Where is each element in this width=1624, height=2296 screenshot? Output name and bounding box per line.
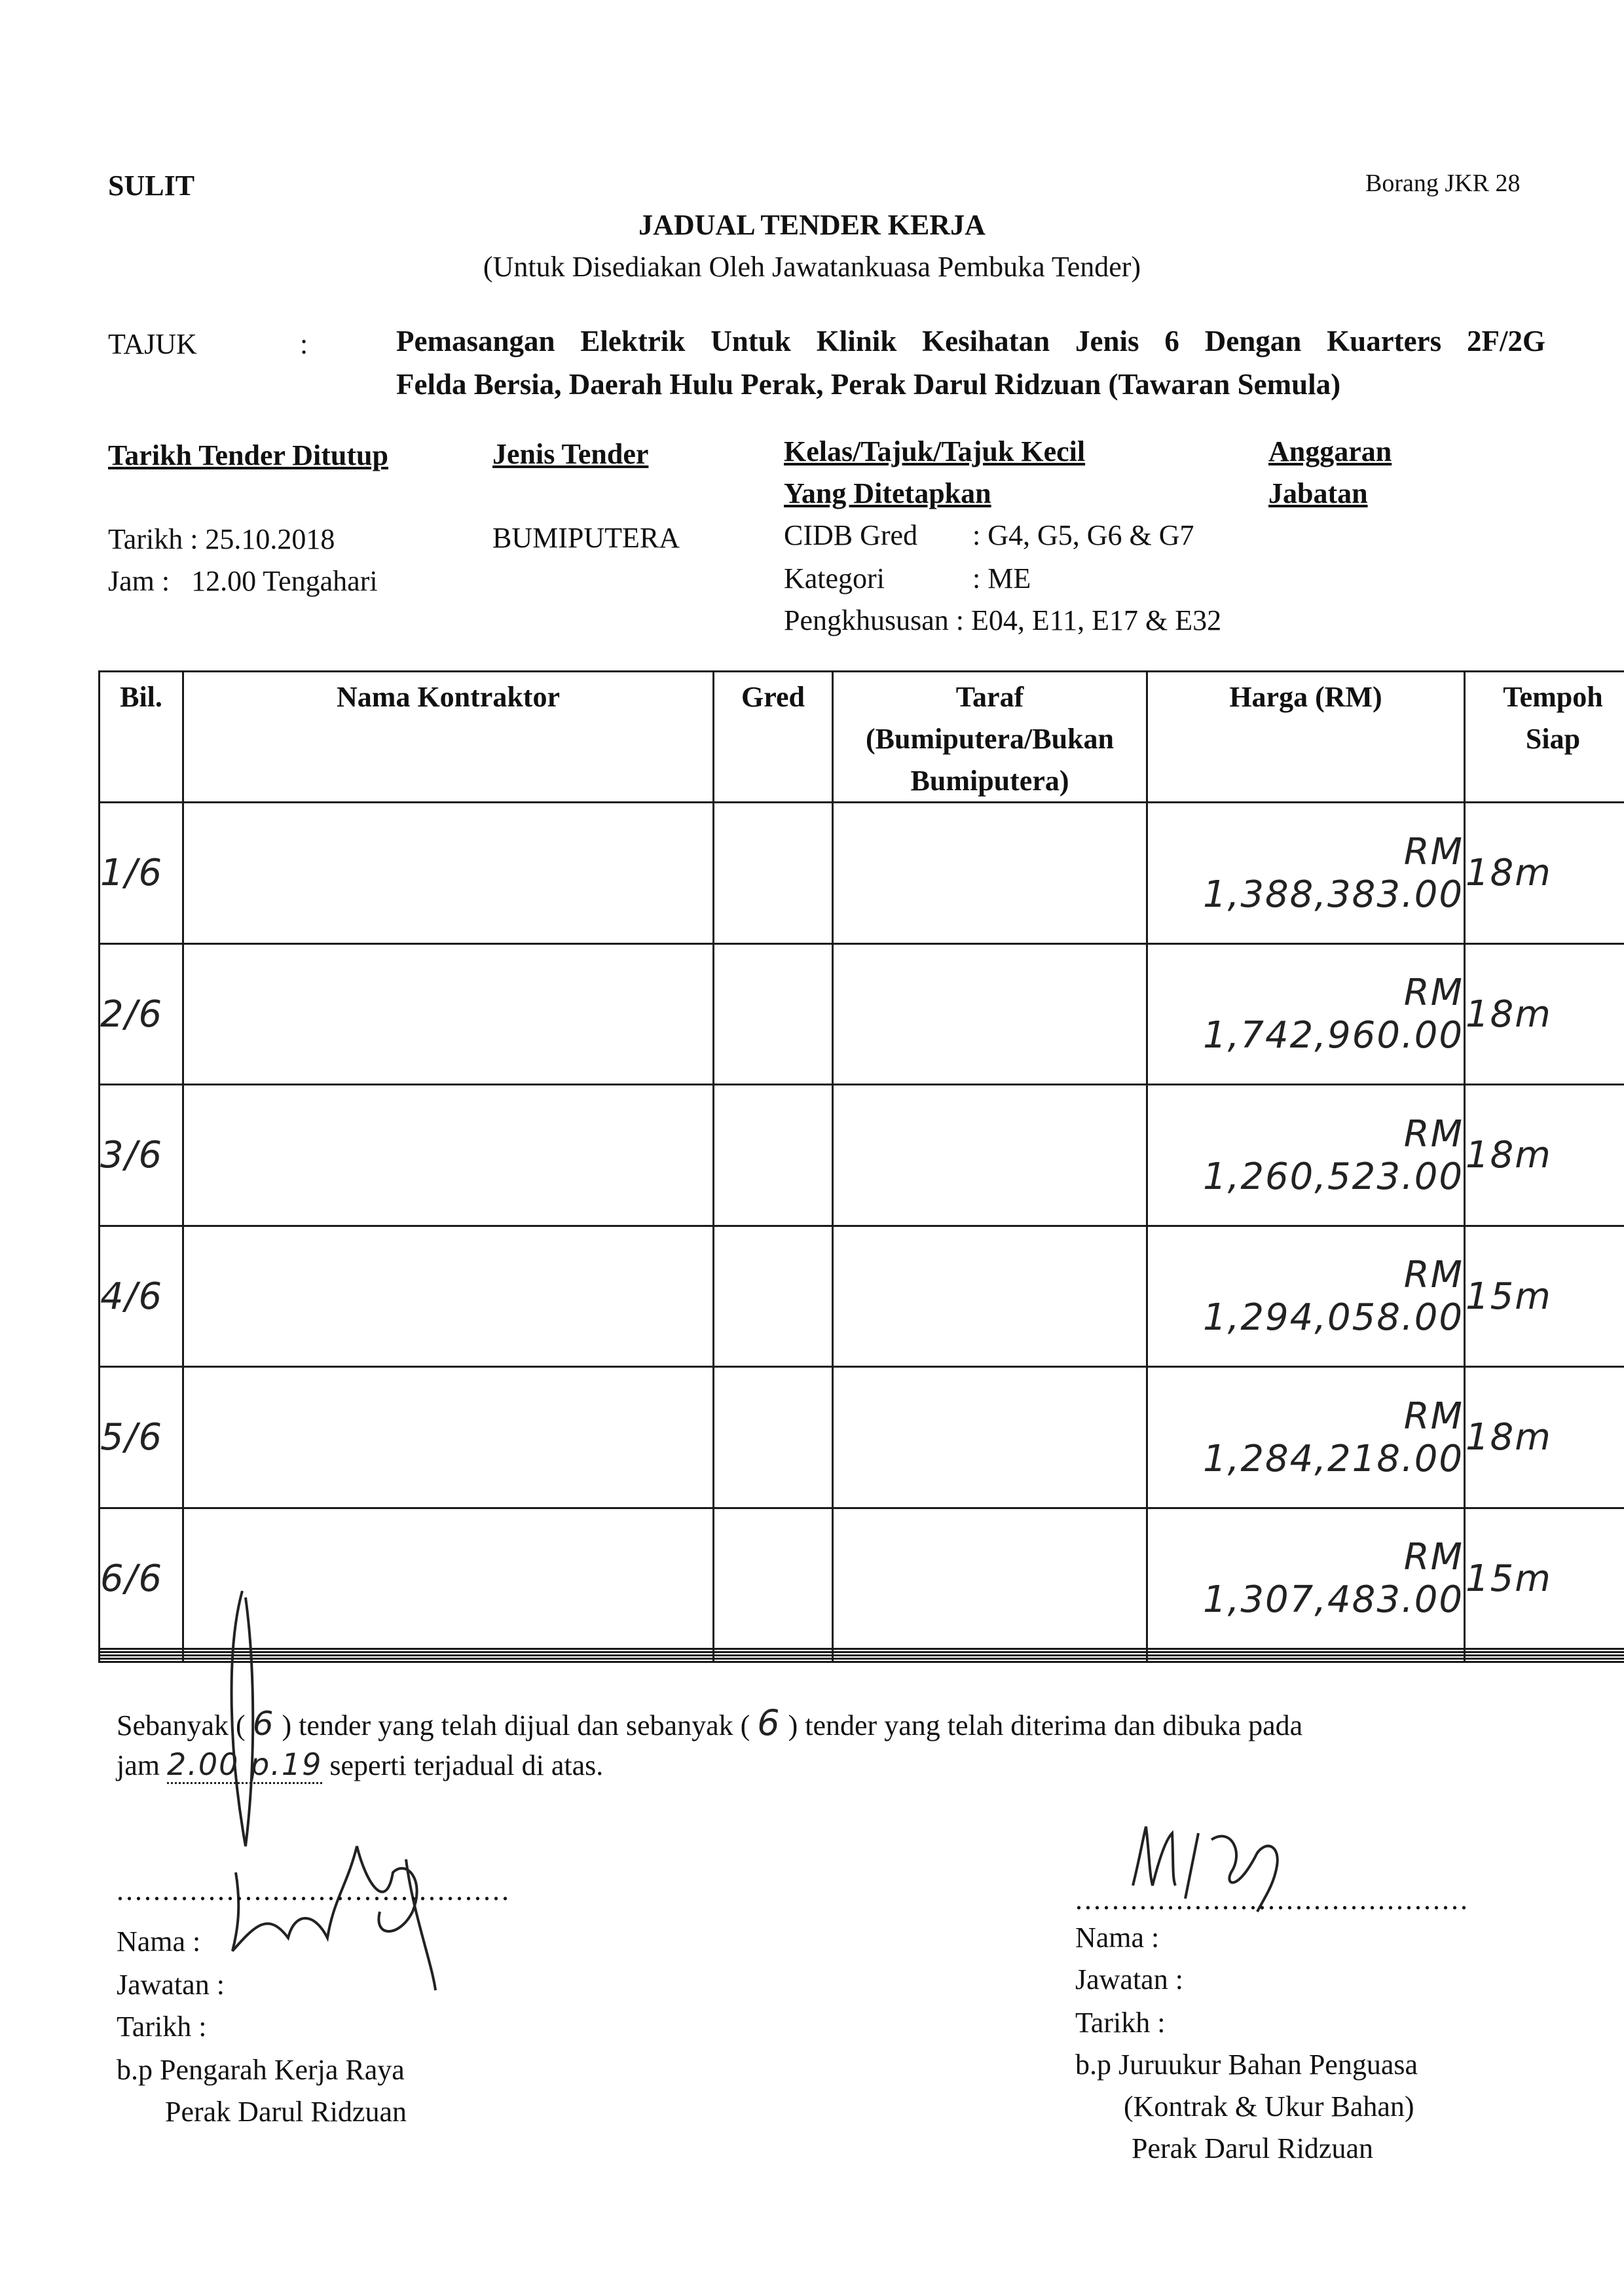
closing-date-heading: Tarikh Tender Ditutup [108, 439, 388, 471]
row-bil: 4/6 [100, 1226, 183, 1367]
tajuk-label: TAJUK [108, 328, 197, 360]
table-row [100, 943, 1624, 1085]
classification-label: SULIT [108, 170, 195, 202]
header-tempoh [1465, 672, 1624, 803]
row-nama [183, 803, 714, 944]
table-row [100, 803, 1624, 944]
left-role-1: b.p Pengarah Kerja Raya [117, 2054, 405, 2086]
left-signature-line: ........................................... [117, 1874, 511, 1906]
sold-count: 6 [252, 1705, 275, 1743]
row-taraf [833, 1226, 1147, 1367]
budget-heading-1: Anggaran [1268, 435, 1392, 467]
row-tempoh: 18m [1465, 803, 1624, 944]
row-bil: 2/6 [100, 943, 183, 1085]
row-harga: RM 1,284,218.00 [1147, 1367, 1465, 1508]
row-harga: RM 1,388,383.00 [1147, 803, 1465, 944]
row-harga: RM 1,742,960.00 [1147, 943, 1465, 1085]
header-bil: Bil. [100, 672, 183, 803]
kategori-value: : ME [972, 562, 1031, 594]
row-taraf [833, 803, 1147, 944]
row-bil: 1/6 [100, 803, 183, 944]
row-tempoh: 15m [1465, 1508, 1624, 1649]
row-bil: 5/6 [100, 1367, 183, 1508]
row-bil: 3/6 [100, 1085, 183, 1226]
budget-heading-2: Jabatan [1268, 477, 1368, 509]
left-signature [216, 1571, 530, 1990]
row-bil: 6/6 [100, 1508, 183, 1649]
summary-text-3: ) tender yang telah diterima dan dibuka pada [788, 1709, 1303, 1741]
jam-value: 2.00 p.19 [167, 1747, 322, 1784]
header-tempoh-line-2: Siap [1525, 722, 1581, 755]
row-tempoh: 18m [1465, 943, 1624, 1085]
cidb-value: : G4, G5, G6 & G7 [972, 519, 1194, 551]
document-subtitle: (Untuk Disediakan Oleh Jawatankuasa Pembuka Tender) [483, 251, 1141, 283]
header-nama: Nama Kontraktor [183, 672, 714, 803]
document-title: JADUAL TENDER KERJA [638, 209, 986, 241]
row-nama [183, 1226, 714, 1367]
row-nama [183, 943, 714, 1085]
row-tempoh [1465, 1659, 1624, 1662]
row-taraf [833, 1367, 1147, 1508]
row-taraf [833, 943, 1147, 1085]
tender-table [98, 670, 1624, 1663]
pengkhususan: Pengkhususan : E04, E11, E17 & E32 [784, 604, 1222, 636]
right-signature-line: ........................................... [1075, 1884, 1469, 1916]
row-taraf [833, 1659, 1147, 1662]
row-gred [714, 1659, 833, 1662]
row-harga: RM 1,294,058.00 [1147, 1226, 1465, 1367]
right-nama-label: Nama : [1075, 1922, 1160, 1954]
row-gred [714, 1085, 833, 1226]
table-header-row [100, 672, 1624, 803]
row-tempoh: 15m [1465, 1226, 1624, 1367]
left-jawatan-label: Jawatan : [117, 1969, 225, 2001]
left-role-2: Perak Darul Ridzuan [165, 2096, 407, 2128]
row-bil [100, 1659, 183, 1662]
summary-text-1: Sebanyak ( [117, 1709, 246, 1741]
table-row [100, 1226, 1624, 1367]
tajuk-colon: : [300, 328, 308, 360]
right-tarikh-label: Tarikh : [1075, 2007, 1166, 2039]
header-tempoh-line-1: Tempoh [1503, 681, 1603, 713]
received-count: 6 [757, 1702, 781, 1743]
left-tarikh-label: Tarikh : [117, 2011, 207, 2043]
header-taraf-line-1: Taraf [955, 681, 1024, 713]
tajuk-line-2: Felda Bersia, Daerah Hulu Perak, Perak Darul Ridzuan (Tawaran Semula) [396, 368, 1341, 401]
row-taraf [833, 1508, 1147, 1649]
right-jawatan-label: Jawatan : [1075, 1963, 1183, 1995]
header-taraf-line-2: (Bumiputera/Bukan [866, 722, 1114, 755]
header-taraf-line-3: Bumiputera) [910, 764, 1069, 797]
cidb-label: CIDB Gred [784, 519, 918, 551]
row-nama [183, 1085, 714, 1226]
class-heading-2: Yang Ditetapkan [784, 477, 991, 509]
tender-type-value: BUMIPUTERA [492, 522, 680, 554]
left-nama-label: Nama : [117, 1925, 201, 1958]
row-gred [714, 1367, 833, 1508]
row-gred [714, 1226, 833, 1367]
table-row [100, 1085, 1624, 1226]
right-role-1: b.p Juruukur Bahan Penguasa [1075, 2049, 1418, 2081]
row-tempoh: 18m [1465, 1085, 1624, 1226]
row-harga: RM 1,260,523.00 [1147, 1085, 1465, 1226]
closing-time: Jam : 12.00 Tengahari [108, 565, 378, 597]
row-tempoh: 18m [1465, 1367, 1624, 1508]
row-harga [1147, 1659, 1465, 1662]
right-role-2: (Kontrak & Ukur Bahan) [1124, 2090, 1414, 2123]
row-nama [183, 1367, 714, 1508]
kategori-label: Kategori [784, 562, 885, 594]
summary-text-2: ) tender yang telah dijual dan sebanyak ( [282, 1709, 750, 1741]
form-number: Borang JKR 28 [1365, 170, 1521, 197]
header-taraf [833, 672, 1147, 803]
right-role-3: Perak Darul Ridzuan [1132, 2132, 1373, 2164]
header-gred: Gred [714, 672, 833, 803]
class-heading-1: Kelas/Tajuk/Tajuk Kecil [784, 435, 1086, 467]
summary-text-4: seperti terjadual di atas. [329, 1749, 604, 1781]
row-harga: RM 1,307,483.00 [1147, 1508, 1465, 1649]
row-taraf [833, 1085, 1147, 1226]
header-harga: Harga (RM) [1147, 672, 1465, 803]
tender-type-heading: Jenis Tender [492, 438, 649, 470]
closing-date: Tarikh : 25.10.2018 [108, 523, 335, 555]
row-gred [714, 943, 833, 1085]
jam-label: jam [117, 1749, 160, 1781]
row-gred [714, 1508, 833, 1649]
table-row [100, 1367, 1624, 1508]
tajuk-line-1: Pemasangan Elektrik Untuk Klinik Kesihatan Jenis 6 Dengan Kuarters 2F/2G [396, 325, 1545, 357]
row-gred [714, 803, 833, 944]
